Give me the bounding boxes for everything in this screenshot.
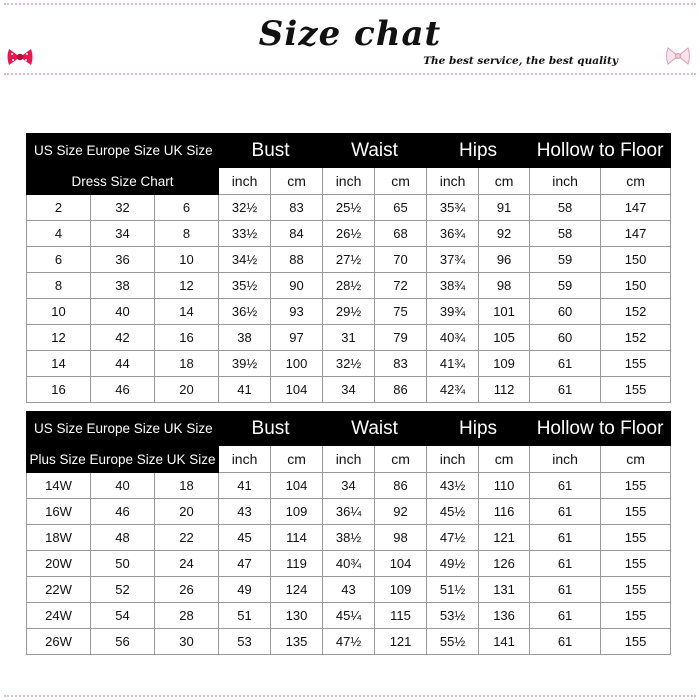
bust-cm-cell: 97 — [271, 325, 323, 351]
header-dotted-divider — [4, 73, 696, 75]
hollow-cm-cell: 155 — [601, 603, 671, 629]
unit-label: cm — [271, 446, 323, 473]
uk-size-cell: 8 — [155, 221, 219, 247]
bust-cm-cell: 124 — [271, 577, 323, 603]
bust-cm-cell: 93 — [271, 299, 323, 325]
hips-cm-cell: 141 — [479, 629, 530, 655]
hollow-cm-cell: 150 — [601, 273, 671, 299]
hollow-inch-cell: 61 — [530, 551, 601, 577]
waist-inch-cell: 31 — [323, 325, 375, 351]
hollow-inch-cell: 61 — [530, 525, 601, 551]
waist-cm-cell: 109 — [375, 577, 427, 603]
europe-size-cell: 36 — [91, 247, 155, 273]
europe-size-cell: 52 — [91, 577, 155, 603]
europe-size-cell: 38 — [91, 273, 155, 299]
chart-name: Plus Size Europe Size UK Size — [27, 446, 219, 473]
chart-name: Dress Size Chart — [27, 168, 219, 195]
waist-cm-cell: 92 — [375, 499, 427, 525]
hips-cm-cell: 91 — [479, 195, 530, 221]
waist-header: Waist — [323, 134, 427, 168]
plus-size-table — [26, 411, 671, 655]
hips-inch-cell: 45½ — [427, 499, 479, 525]
table-row — [27, 221, 671, 247]
us-size-cell: 20W — [27, 551, 91, 577]
bust-inch-cell: 43 — [219, 499, 271, 525]
hollow-inch-cell: 61 — [530, 351, 601, 377]
waist-inch-cell: 47½ — [323, 629, 375, 655]
uk-size-cell: 28 — [155, 603, 219, 629]
hollow-inch-cell: 61 — [530, 473, 601, 499]
dress-size-table — [26, 133, 671, 403]
hollow-cm-cell: 155 — [601, 473, 671, 499]
hips-cm-cell: 112 — [479, 377, 530, 403]
table-row — [27, 351, 671, 377]
hips-inch-cell: 36¾ — [427, 221, 479, 247]
bust-cm-cell: 109 — [271, 499, 323, 525]
us-size-cell: 10 — [27, 299, 91, 325]
hips-inch-cell: 49½ — [427, 551, 479, 577]
waist-inch-cell: 25½ — [323, 195, 375, 221]
waist-inch-cell: 27½ — [323, 247, 375, 273]
hollow-cm-cell: 155 — [601, 577, 671, 603]
us-size-cell: 14W — [27, 473, 91, 499]
bust-inch-cell: 35½ — [219, 273, 271, 299]
uk-size-cell: 16 — [155, 325, 219, 351]
waist-cm-cell: 75 — [375, 299, 427, 325]
europe-size-cell: 40 — [91, 299, 155, 325]
hips-inch-cell: 41¾ — [427, 351, 479, 377]
hollow-inch-cell: 60 — [530, 299, 601, 325]
hollow-inch-cell: 59 — [530, 273, 601, 299]
unit-label: cm — [601, 446, 671, 473]
waist-cm-cell: 79 — [375, 325, 427, 351]
bust-inch-cell: 39½ — [219, 351, 271, 377]
bust-cm-cell: 84 — [271, 221, 323, 247]
page-title: Size chat — [258, 14, 442, 54]
hips-cm-cell: 92 — [479, 221, 530, 247]
europe-size-cell: 46 — [91, 499, 155, 525]
uk-size-cell: 30 — [155, 629, 219, 655]
hips-header: Hips — [427, 412, 530, 446]
hollow-inch-cell: 61 — [530, 629, 601, 655]
unit-label: cm — [375, 446, 427, 473]
europe-size-cell: 32 — [91, 195, 155, 221]
waist-inch-cell: 32½ — [323, 351, 375, 377]
bust-cm-cell: 88 — [271, 247, 323, 273]
hips-cm-cell: 96 — [479, 247, 530, 273]
uk-size-cell: 22 — [155, 525, 219, 551]
bust-header: Bust — [219, 134, 323, 168]
units-row — [27, 446, 671, 473]
table-row — [27, 577, 671, 603]
waist-inch-cell: 26½ — [323, 221, 375, 247]
hollow-cm-cell: 155 — [601, 629, 671, 655]
bust-cm-cell: 104 — [271, 377, 323, 403]
tagline: The best service, the best quality — [423, 55, 618, 67]
europe-size-cell: 50 — [91, 551, 155, 577]
table-row — [27, 299, 671, 325]
us-size-cell: 4 — [27, 221, 91, 247]
bust-inch-cell: 34½ — [219, 247, 271, 273]
europe-size-cell: 54 — [91, 603, 155, 629]
bust-cm-cell: 100 — [271, 351, 323, 377]
hips-inch-cell: 37¾ — [427, 247, 479, 273]
bust-cm-cell: 90 — [271, 273, 323, 299]
hips-inch-cell: 42¾ — [427, 377, 479, 403]
europe-size-cell: 34 — [91, 221, 155, 247]
table-row — [27, 551, 671, 577]
hollow-cm-cell: 155 — [601, 551, 671, 577]
waist-cm-cell: 98 — [375, 525, 427, 551]
bust-cm-cell: 114 — [271, 525, 323, 551]
bust-inch-cell: 41 — [219, 473, 271, 499]
hollow-inch-cell: 60 — [530, 325, 601, 351]
hollow-cm-cell: 155 — [601, 499, 671, 525]
bust-header: Bust — [219, 412, 323, 446]
europe-size-cell: 42 — [91, 325, 155, 351]
unit-label: cm — [601, 168, 671, 195]
unit-label: cm — [479, 446, 530, 473]
hips-inch-cell: 40¾ — [427, 325, 479, 351]
hips-inch-cell: 51½ — [427, 577, 479, 603]
hips-cm-cell: 131 — [479, 577, 530, 603]
unit-label: cm — [479, 168, 530, 195]
hips-cm-cell: 136 — [479, 603, 530, 629]
waist-inch-cell: 43 — [323, 577, 375, 603]
hips-cm-cell: 110 — [479, 473, 530, 499]
waist-cm-cell: 86 — [375, 377, 427, 403]
hollow-inch-cell: 58 — [530, 221, 601, 247]
us-size-cell: 18W — [27, 525, 91, 551]
uk-size-cell: 26 — [155, 577, 219, 603]
waist-cm-cell: 86 — [375, 473, 427, 499]
bust-cm-cell: 135 — [271, 629, 323, 655]
unit-label: inch — [323, 446, 375, 473]
table-header-row — [27, 134, 671, 168]
uk-size-cell: 12 — [155, 273, 219, 299]
hips-inch-cell: 47½ — [427, 525, 479, 551]
table-row — [27, 325, 671, 351]
waist-cm-cell: 104 — [375, 551, 427, 577]
bust-inch-cell: 53 — [219, 629, 271, 655]
uk-size-cell: 18 — [155, 473, 219, 499]
us-size-cell: 16W — [27, 499, 91, 525]
unit-label: inch — [530, 446, 601, 473]
unit-label: inch — [427, 446, 479, 473]
us-size-cell: 8 — [27, 273, 91, 299]
hollow-cm-cell: 155 — [601, 525, 671, 551]
bust-cm-cell: 104 — [271, 473, 323, 499]
hips-inch-cell: 38¾ — [427, 273, 479, 299]
us-size-cell: 26W — [27, 629, 91, 655]
unit-label: inch — [219, 168, 271, 195]
uk-size-cell: 24 — [155, 551, 219, 577]
unit-label: cm — [375, 168, 427, 195]
europe-size-cell: 40 — [91, 473, 155, 499]
europe-size-cell: 44 — [91, 351, 155, 377]
bust-inch-cell: 47 — [219, 551, 271, 577]
bust-inch-cell: 49 — [219, 577, 271, 603]
us-size-cell: 6 — [27, 247, 91, 273]
waist-cm-cell: 83 — [375, 351, 427, 377]
table-row — [27, 473, 671, 499]
bottom-dotted-border — [4, 695, 696, 697]
waist-inch-cell: 29½ — [323, 299, 375, 325]
hips-cm-cell: 116 — [479, 499, 530, 525]
table-row — [27, 499, 671, 525]
table-row — [27, 525, 671, 551]
hips-cm-cell: 98 — [479, 273, 530, 299]
hollow-cm-cell: 150 — [601, 247, 671, 273]
hips-cm-cell: 126 — [479, 551, 530, 577]
unit-label: cm — [271, 168, 323, 195]
table-row — [27, 377, 671, 403]
hips-cm-cell: 105 — [479, 325, 530, 351]
hips-inch-cell: 35¾ — [427, 195, 479, 221]
hips-header: Hips — [427, 134, 530, 168]
bust-inch-cell: 33½ — [219, 221, 271, 247]
waist-cm-cell: 65 — [375, 195, 427, 221]
unit-label: inch — [530, 168, 601, 195]
us-size-cell: 22W — [27, 577, 91, 603]
hollow-cm-cell: 147 — [601, 221, 671, 247]
hollow-cm-cell: 155 — [601, 351, 671, 377]
hollow-cm-cell: 152 — [601, 299, 671, 325]
bust-cm-cell: 119 — [271, 551, 323, 577]
table-header-row — [27, 412, 671, 446]
us-size-cell: 16 — [27, 377, 91, 403]
units-row — [27, 168, 671, 195]
bust-inch-cell: 51 — [219, 603, 271, 629]
size-group-header: US Size Europe Size UK Size — [27, 412, 219, 446]
table-row — [27, 629, 671, 655]
waist-cm-cell: 121 — [375, 629, 427, 655]
hips-inch-cell: 55½ — [427, 629, 479, 655]
hips-cm-cell: 121 — [479, 525, 530, 551]
hips-cm-cell: 109 — [479, 351, 530, 377]
waist-cm-cell: 115 — [375, 603, 427, 629]
europe-size-cell: 56 — [91, 629, 155, 655]
bust-inch-cell: 45 — [219, 525, 271, 551]
hips-inch-cell: 43½ — [427, 473, 479, 499]
waist-inch-cell: 36¼ — [323, 499, 375, 525]
waist-header: Waist — [323, 412, 427, 446]
waist-inch-cell: 38½ — [323, 525, 375, 551]
uk-size-cell: 10 — [155, 247, 219, 273]
hips-cm-cell: 101 — [479, 299, 530, 325]
table-row — [27, 247, 671, 273]
us-size-cell: 2 — [27, 195, 91, 221]
waist-cm-cell: 72 — [375, 273, 427, 299]
bust-cm-cell: 83 — [271, 195, 323, 221]
uk-size-cell: 20 — [155, 499, 219, 525]
hollow-cm-cell: 152 — [601, 325, 671, 351]
hollow-inch-cell: 61 — [530, 499, 601, 525]
waist-cm-cell: 68 — [375, 221, 427, 247]
waist-inch-cell: 45¼ — [323, 603, 375, 629]
size-group-header: US Size Europe Size UK Size — [27, 134, 219, 168]
hollow-inch-cell: 58 — [530, 195, 601, 221]
table-row — [27, 603, 671, 629]
uk-size-cell: 6 — [155, 195, 219, 221]
unit-label: inch — [219, 446, 271, 473]
table-row — [27, 195, 671, 221]
waist-inch-cell: 34 — [323, 377, 375, 403]
bust-inch-cell: 38 — [219, 325, 271, 351]
waist-inch-cell: 28½ — [323, 273, 375, 299]
us-size-cell: 24W — [27, 603, 91, 629]
waist-cm-cell: 70 — [375, 247, 427, 273]
hollow-inch-cell: 61 — [530, 377, 601, 403]
hips-inch-cell: 39¾ — [427, 299, 479, 325]
europe-size-cell: 46 — [91, 377, 155, 403]
europe-size-cell: 48 — [91, 525, 155, 551]
waist-inch-cell: 40¾ — [323, 551, 375, 577]
waist-inch-cell: 34 — [323, 473, 375, 499]
hollow-to-floor-header: Hollow to Floor — [530, 412, 671, 446]
hollow-to-floor-header: Hollow to Floor — [530, 134, 671, 168]
bust-inch-cell: 32½ — [219, 195, 271, 221]
us-size-cell: 12 — [27, 325, 91, 351]
hollow-inch-cell: 61 — [530, 603, 601, 629]
hollow-cm-cell: 147 — [601, 195, 671, 221]
unit-label: inch — [427, 168, 479, 195]
table-row — [27, 273, 671, 299]
uk-size-cell: 14 — [155, 299, 219, 325]
hollow-inch-cell: 61 — [530, 577, 601, 603]
uk-size-cell: 20 — [155, 377, 219, 403]
bust-cm-cell: 130 — [271, 603, 323, 629]
us-size-cell: 14 — [27, 351, 91, 377]
bust-inch-cell: 41 — [219, 377, 271, 403]
uk-size-cell: 18 — [155, 351, 219, 377]
hips-inch-cell: 53½ — [427, 603, 479, 629]
hollow-inch-cell: 59 — [530, 247, 601, 273]
hollow-cm-cell: 155 — [601, 377, 671, 403]
unit-label: inch — [323, 168, 375, 195]
bust-inch-cell: 36½ — [219, 299, 271, 325]
top-dotted-border — [4, 3, 696, 5]
